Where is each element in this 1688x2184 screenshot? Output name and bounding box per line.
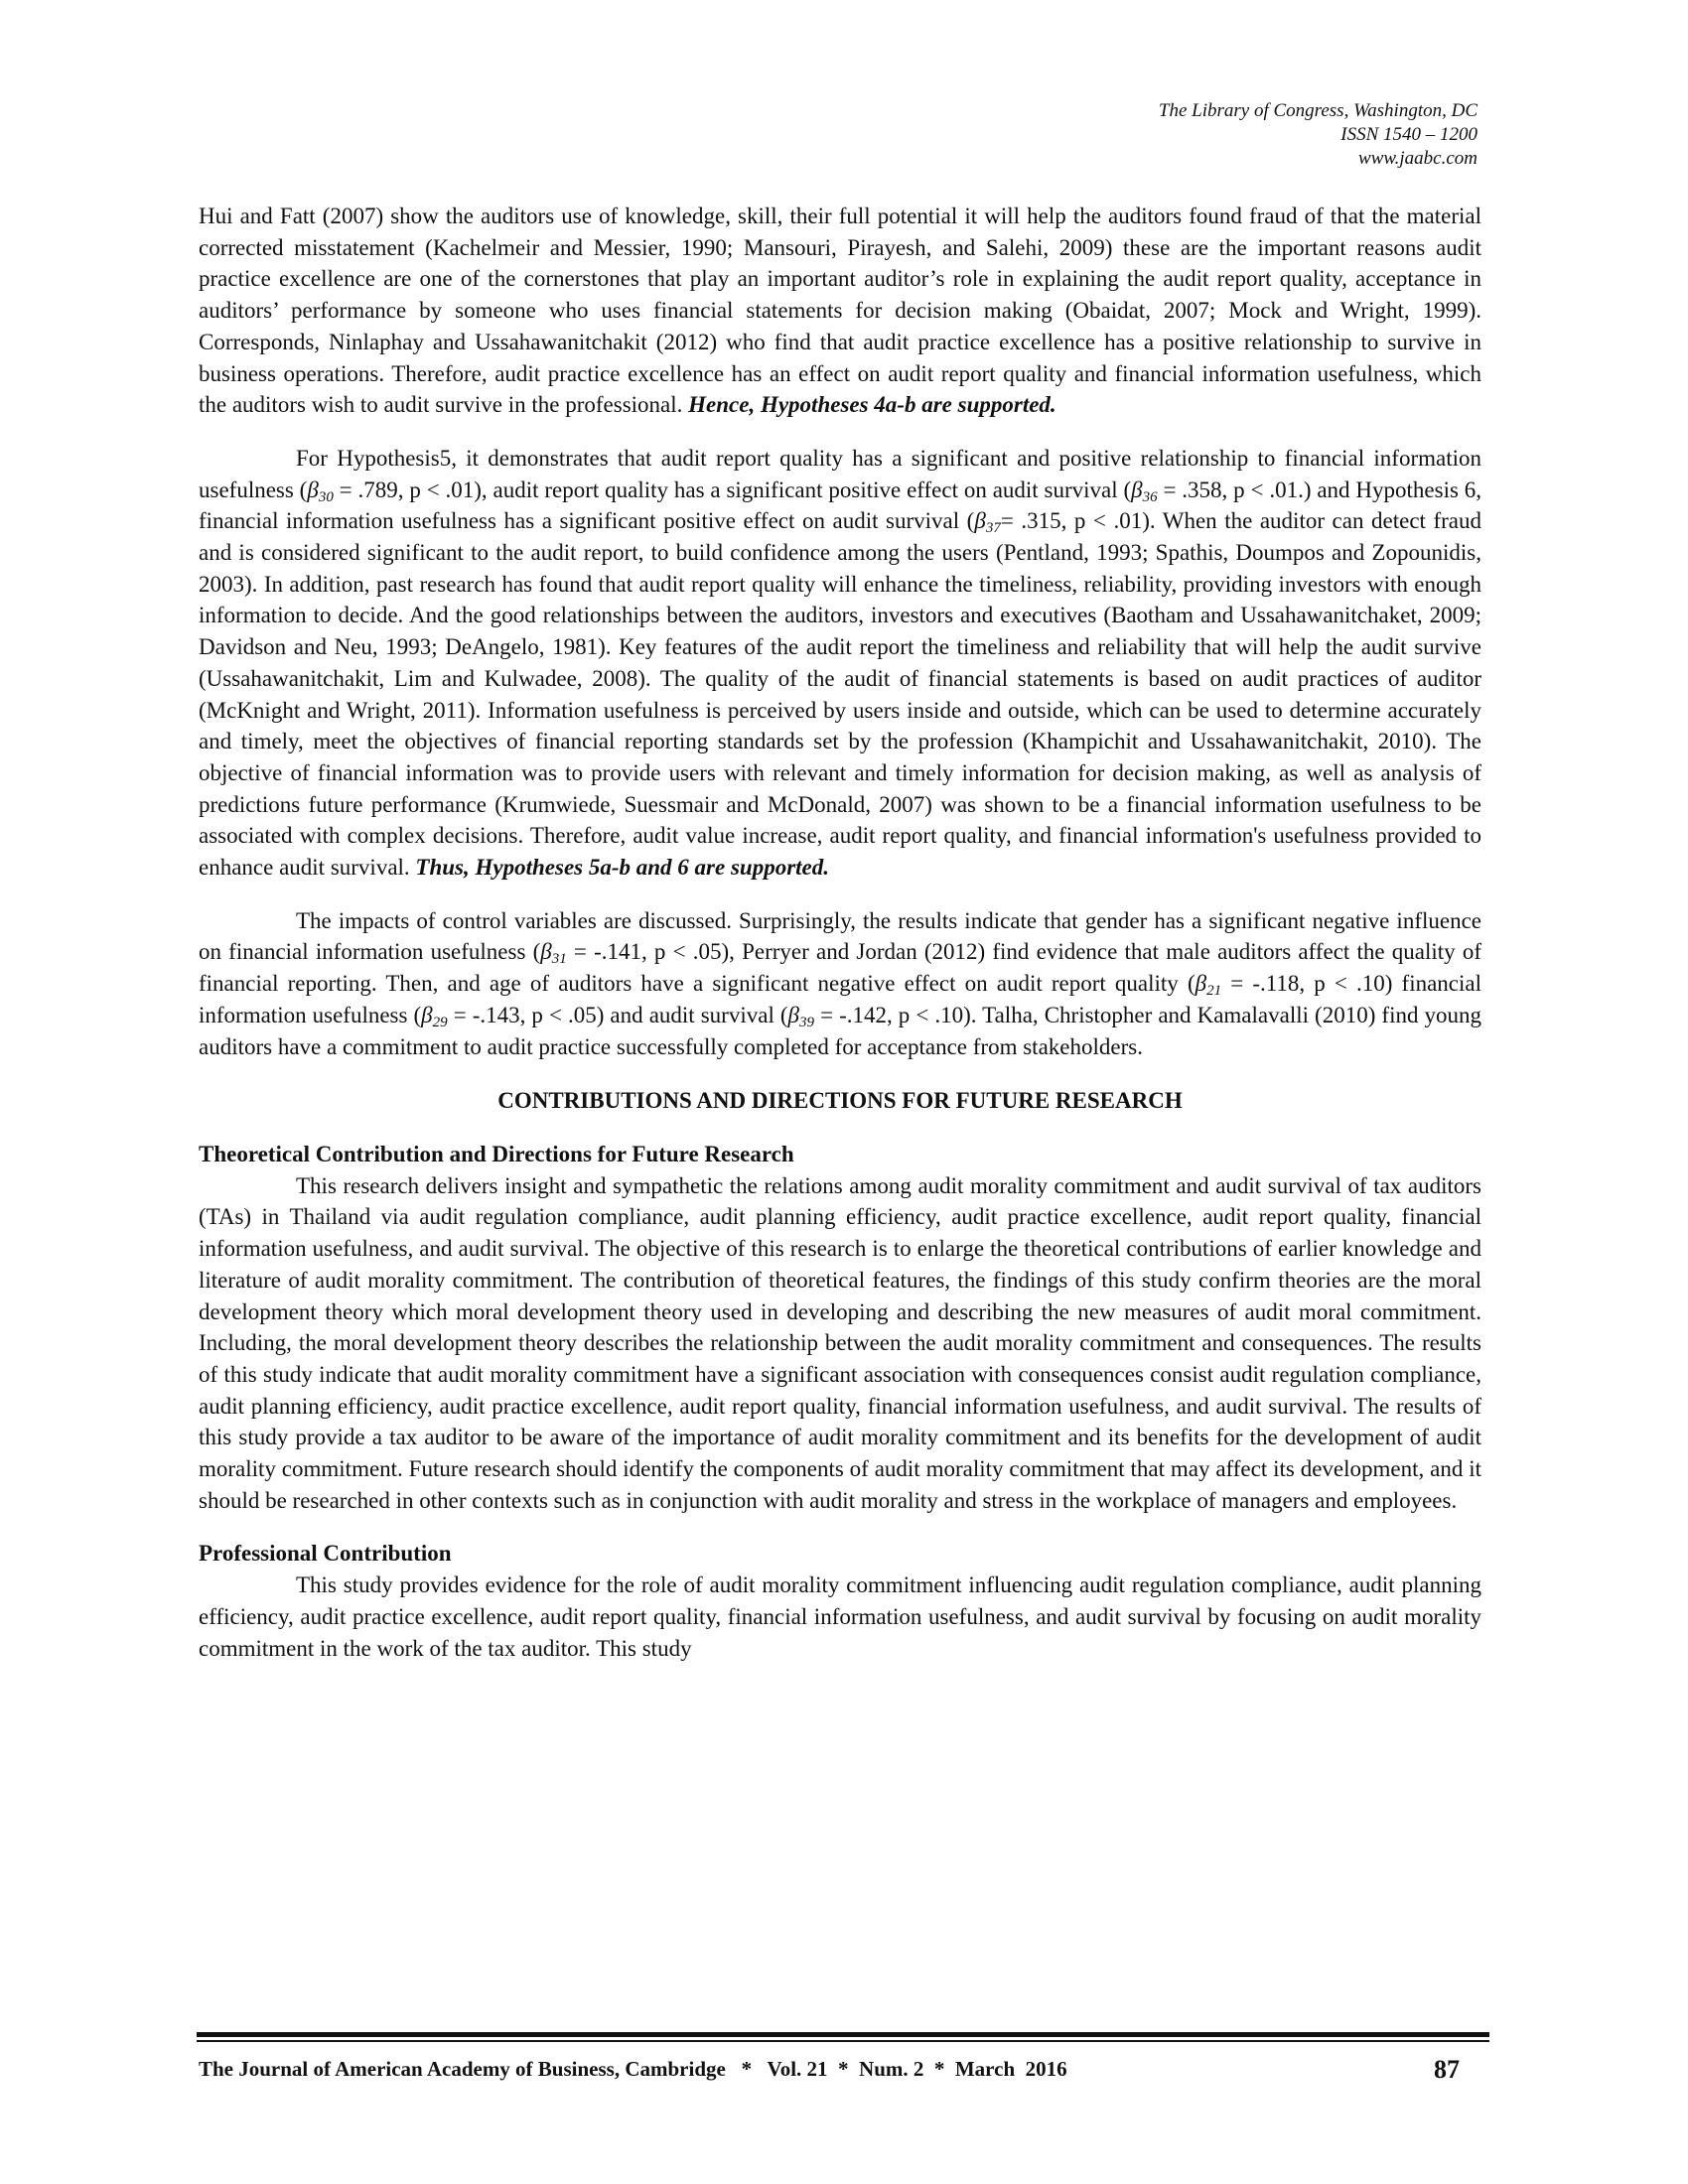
hypothesis-conclusion: Hence, Hypotheses 4a-b are supported. [688, 392, 1056, 418]
beta-symbol: β [974, 508, 986, 534]
beta-subscript: 21 [1206, 983, 1222, 1000]
hypothesis-conclusion: Thus, Hypotheses 5a-b and 6 are supported. [415, 855, 830, 881]
footer-rule-thick [197, 2032, 1489, 2037]
beta-subscript: 29 [432, 1014, 448, 1030]
beta-subscript: 39 [799, 1014, 815, 1030]
beta-subscript: 37 [985, 520, 1001, 537]
beta-symbol: β [1131, 477, 1143, 502]
footer-journal-citation: The Journal of American Academy of Business, Cambridge * Vol. 21 * Num. 2 * March 2016 [199, 2057, 1067, 2081]
paragraph-text: = -.141, p < .05), Perryer and Jordan (2012) find evidence that male auditors affect the quality of financial reporting. Then, and age of auditors have a significant negative effect on audit report quality ( [199, 939, 1481, 997]
paragraph-hypotheses-5-6 [199, 443, 1481, 884]
paragraph-text: For Hypothesis5, it demonstrates that audit report quality has a significant and positive relationship to financial information usefulness ( [199, 445, 1481, 502]
beta-symbol: β [307, 477, 319, 502]
paragraph-text: = .789, p < .01), audit report quality has a significant positive effect on audit survival ( [333, 477, 1132, 502]
subsection-heading-professional: Professional Contribution [199, 1541, 452, 1567]
header-library-line: The Library of Congress, Washington, DC [1158, 100, 1477, 121]
paragraph-control-variables [199, 905, 1481, 1063]
paragraph-hypotheses-4 [199, 201, 1481, 421]
paragraph-text: = -.142, p < .10). Talha, Christopher and Kamalavalli (2010) find young auditors have a commitment to audit practice successfully completed for acceptance from stakeholders. [199, 1002, 1482, 1059]
paragraph-theoretical-contribution: This research delivers insight and sympathetic the relations among audit morality commitment and audit survival of tax auditors (TAs) in Thailand via audit regulation compliance, audit planning efficiency, audit practice excellence, audit report quality, financial information usefulness, and audit survival. The objective of this research is to enlarge the theoretical contributions of earlier knowledge and literature of audit morality commitment. The contribution of theoretical features, the findings of this study confirm theories are the moral development theory which moral development theory used in developing and describing the new measures of audit moral commitment. Including, the moral development theory describes the relationship between the audit morality commitment and consequences. The results of this study indicate that audit morality commitment have a significant association with consequences consist audit regulation compliance, audit planning efficiency, audit practice excellence, audit report quality, financial information usefulness, and audit survival. The results of this study provide a tax auditor to be aware of the importance of audit morality commitment and its benefits for the development of audit morality commitment. Future research should identify the components of audit morality commitment that may affect its development, and it should be researched in other contexts such as in conjunction with audit morality and stress in the workplace of managers and employees. [199, 1172, 1481, 1513]
subsection-heading-theoretical: Theoretical Contribution and Directions for Future Research [199, 1141, 794, 1166]
paragraph-text: = -.143, p < .05) and audit survival ( [447, 1002, 788, 1027]
beta-subscript: 30 [318, 488, 334, 505]
paragraph-text: = -.118, p < .10) financial information usefulness ( [199, 971, 1481, 1027]
running-footer [199, 2057, 1460, 2087]
paragraph-text: Hui and Fatt (2007) show the auditors use of knowledge, skill, their full potential it will help the auditors found fraud of that the material corrected misstatement (Kachelmeir and Messier, 1990; Mansouri, Pirayesh, and Salehi, 2009) these are the important reasons audit practice excellence are one of the cornerstones that play an important auditor’s role in explaining the audit report quality, acceptance in auditors’ performance by someone who uses financial statements for decision making (Obaidat, 2007; Mock and Wright, 1999). Corresponds, Ninlaphay and Ussahawanitchakit (2012) who find that audit practice excellence has a positive relationship to survive in business operations. Therefore, audit practice excellence has an effect on audit report quality and financial information usefulness, which the auditors wish to audit survive in the professional. [199, 204, 1481, 418]
footer-rule-thin [197, 2040, 1489, 2042]
running-header [1159, 99, 1477, 171]
header-website-line: www.jaabc.com [1358, 148, 1477, 169]
paragraph-professional-contribution: This study provides evidence for the role of audit morality commitment influencing audit regulation compliance, audit planning efficiency, audit practice excellence, audit report quality, financial information usefulness, and audit survival by focusing on audit morality commitment in the work of the tax auditor. This study [199, 1572, 1481, 1661]
beta-symbol: β [540, 939, 552, 965]
beta-symbol: β [421, 1002, 433, 1027]
beta-symbol: β [1195, 971, 1207, 997]
beta-subscript: 31 [551, 951, 567, 968]
paragraph-text: = .315, p < .01). When the auditor can detect fraud and is considered significant to the audit report, to build confidence among the users (Pentland, 1993; Spathis, Doumpos and Zopounidis, 2003). In addition, past research has found that audit report quality will enhance the timeliness, reliability, providing investors with enough information to decide. And the good relationships between the auditors, investors and executives (Baotham and Ussahawanitchaket, 2009; Davidson and Neu, 1993; DeAngelo, 1981). Key features of the audit report the timeliness and reliability that will help the audit survive (Ussahawanitchakit, Lim and Kulwadee, 2008). The quality of the audit of financial statements is based on audit practices of auditor (McKnight and Wright, 2011). Information usefulness is perceived by users inside and outside, which can be used to determine accurately and timely, meet the objectives of financial reporting standards set by the profession (Khampichit and Ussahawanitchakit, 2010). The objective of financial information was to provide users with relevant and timely information for decision making, as well as analysis of predictions future performance (Krumwiede, Suessmair and McDonald, 2007) was shown to be a financial information usefulness to be associated with complex decisions. Therefore, audit value increase, audit report quality, and financial information's usefulness provided to enhance audit survival. [199, 508, 1481, 881]
paragraph-text: The impacts of control variables are discussed. Surprisingly, the results indicate that gender has a significant negative influence on financial information usefulness ( [199, 907, 1481, 965]
section-title: CONTRIBUTIONS AND DIRECTIONS FOR FUTURE RESEARCH [497, 1088, 1183, 1114]
beta-subscript: 36 [1142, 488, 1158, 505]
paragraph-text: = .358, p < .01.) and Hypothesis 6, financial information usefulness has a significant positive effect on audit survival ( [199, 477, 1482, 534]
page-body [199, 201, 1481, 1664]
page-number: 87 [1434, 2055, 1460, 2084]
beta-symbol: β [787, 1002, 800, 1027]
header-issn-line: ISSN 1540 – 1200 [1340, 124, 1477, 145]
